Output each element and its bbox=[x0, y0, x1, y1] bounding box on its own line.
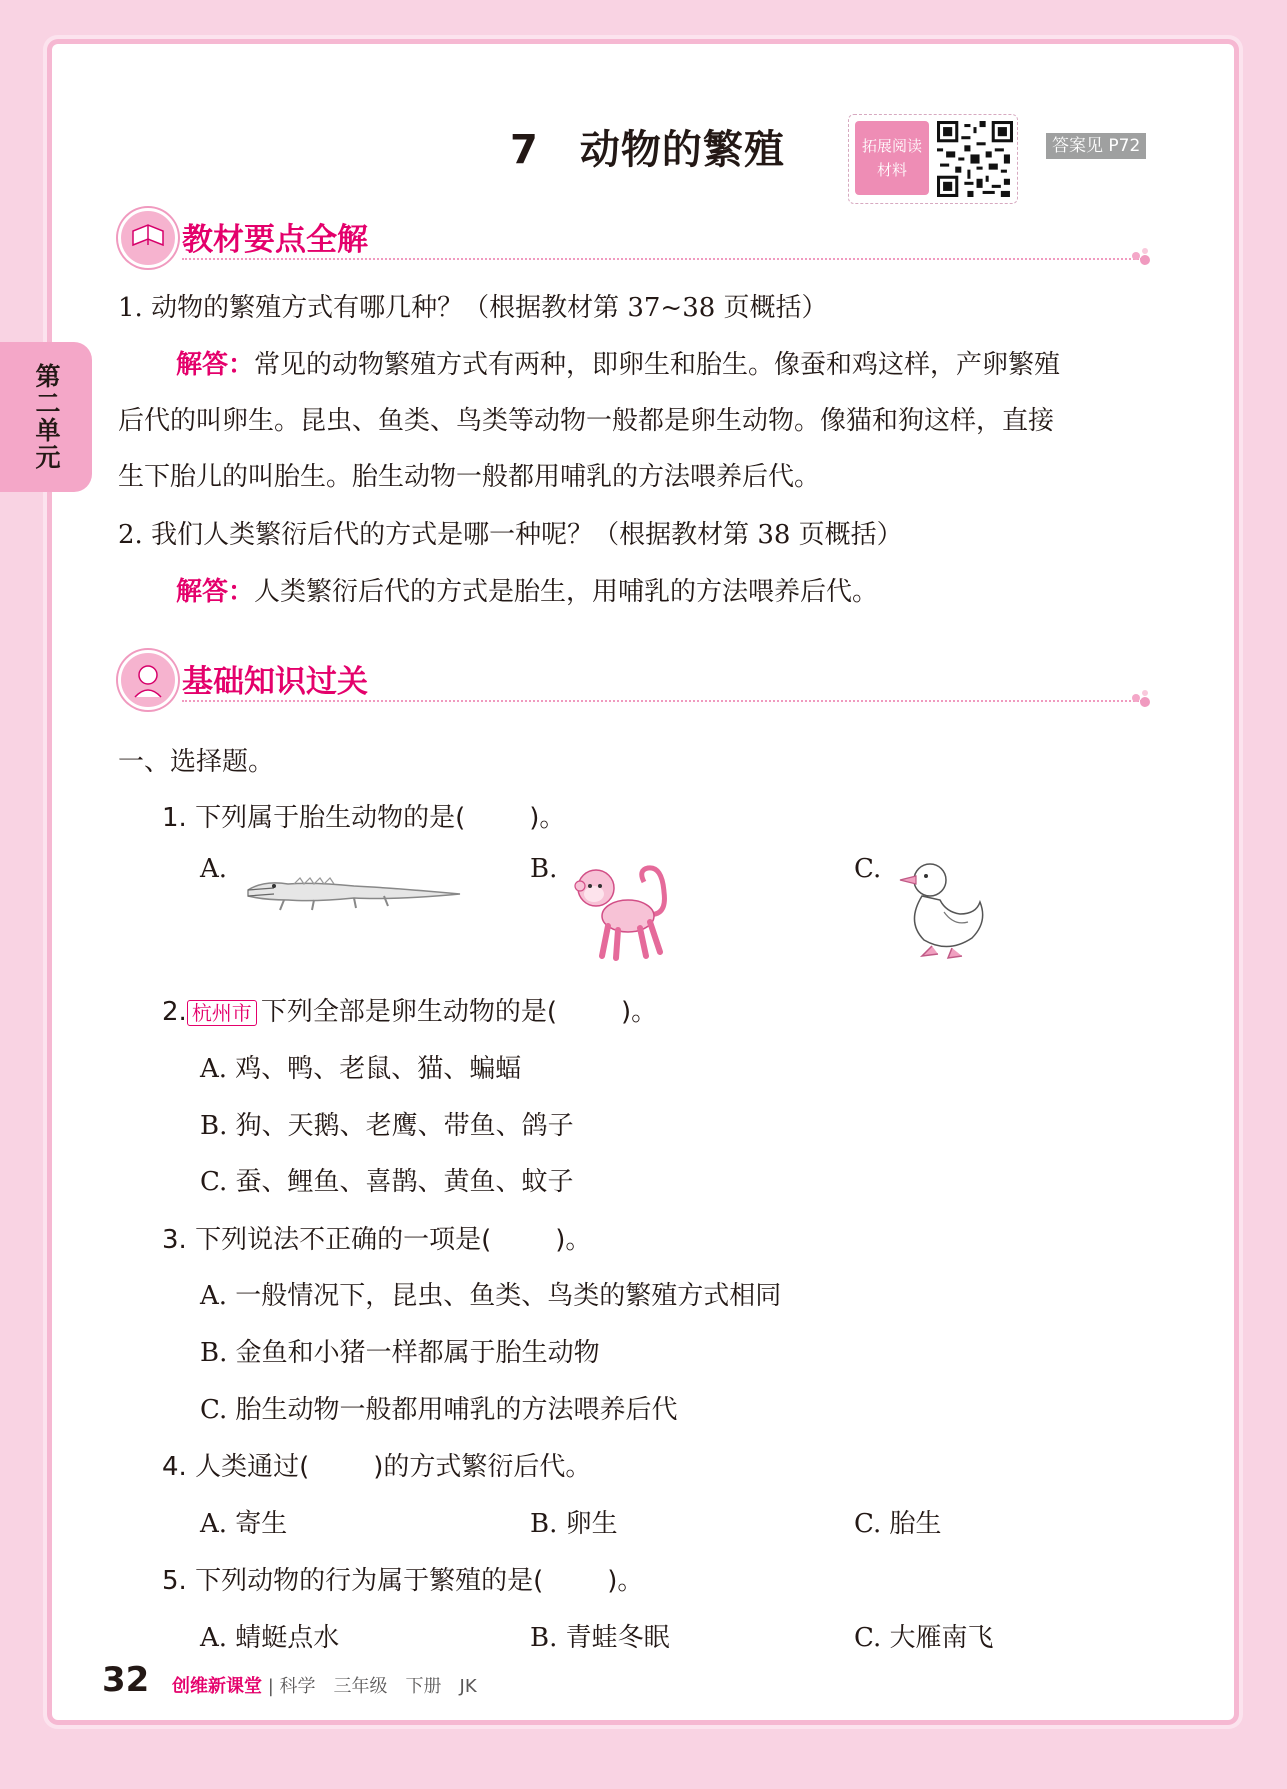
region-tag: 杭州市 bbox=[187, 1000, 257, 1026]
student-icon bbox=[118, 650, 178, 710]
extended-reading-line2: 材料 bbox=[876, 161, 907, 179]
mc-question-5 bbox=[162, 1560, 643, 1597]
answer-reference-badge: 答案见 P72 bbox=[1046, 133, 1146, 159]
mc3-option-c[interactable]: C. 胎生动物一般都用哺乳的方法喂养后代 bbox=[200, 1395, 678, 1425]
answer-label: 解答： bbox=[176, 350, 255, 380]
monkey-icon bbox=[568, 852, 680, 964]
extended-reading-label[interactable] bbox=[855, 121, 929, 195]
answer-2-text: 人类繁衍后代的方式是胎生，用哺乳的方法喂养后代。 bbox=[254, 577, 879, 607]
extended-reading-line1: 拓展阅读 bbox=[861, 137, 922, 155]
mc4-option-c[interactable]: C. 胎生 bbox=[854, 1509, 942, 1539]
mc-question-3-stem: 3. 下列说法不正确的一项是( bbox=[162, 1225, 492, 1255]
mc-question-2-stem: 下列全部是卵生动物的是( bbox=[260, 997, 557, 1027]
mc-question-1-end: )。 bbox=[529, 803, 566, 833]
section-divider bbox=[182, 700, 1142, 702]
answer-1-line-2: 后代的叫卵生。昆虫、鱼类、鸟类等动物一般都是卵生动物。像猫和狗这样，直接 bbox=[118, 406, 1055, 436]
page-number: 32 bbox=[102, 1660, 150, 1700]
mc-question-5-end: )。 bbox=[607, 1566, 644, 1596]
unit-tab-label: 第二单元 bbox=[32, 363, 61, 471]
crocodile-icon bbox=[244, 866, 464, 916]
mc2-option-c[interactable]: C. 蚕、鲤鱼、喜鹊、黄鱼、蚊子 bbox=[200, 1167, 574, 1197]
reading-book-icon bbox=[118, 208, 178, 268]
decorative-dots-icon bbox=[1130, 690, 1158, 710]
footer-info bbox=[172, 1672, 477, 1698]
mc-question-5-stem: 5. 下列动物的行为属于繁殖的是( bbox=[162, 1566, 544, 1596]
answer-1-line-1 bbox=[176, 344, 1060, 381]
mc5-option-a[interactable]: A. 蜻蜓点水 bbox=[200, 1623, 340, 1653]
mc2-option-b[interactable]: B. 狗、天鹅、老鹰、带鱼、鸽子 bbox=[200, 1111, 574, 1141]
question-1-text: 1. 动物的繁殖方式有哪几种？（根据教材第 37~38 页概括） bbox=[118, 293, 828, 323]
mc-question-4-end: )的方式繁衍后代。 bbox=[373, 1452, 592, 1482]
mc2-option-a[interactable]: A. 鸡、鸭、老鼠、猫、蝙蝠 bbox=[200, 1054, 522, 1084]
section-heading-basic-knowledge bbox=[118, 650, 1158, 706]
mc-question-4-stem: 4. 人类通过( bbox=[162, 1452, 310, 1482]
answer-label: 解答： bbox=[176, 577, 255, 607]
mc-question-3-end: )。 bbox=[555, 1225, 592, 1255]
mc3-option-b[interactable]: B. 金鱼和小猪一样都属于胎生动物 bbox=[200, 1338, 600, 1368]
page-title: 7 动物的繁殖 bbox=[510, 127, 785, 173]
unit-tab bbox=[0, 342, 92, 492]
mc-question-2 bbox=[162, 991, 657, 1028]
duck-icon bbox=[896, 852, 988, 962]
qr-code-icon[interactable] bbox=[937, 121, 1013, 197]
section-divider bbox=[182, 258, 1142, 260]
extended-reading-box[interactable] bbox=[848, 114, 1018, 204]
mc5-option-c[interactable]: C. 大雁南飞 bbox=[854, 1623, 994, 1653]
mc1-option-a-label[interactable]: A. bbox=[200, 854, 228, 884]
section-heading-textbook-points bbox=[118, 208, 1158, 264]
mc-question-4 bbox=[162, 1446, 591, 1483]
mc1-option-b-label[interactable]: B. bbox=[530, 854, 558, 884]
mc4-option-a[interactable]: A. 寄生 bbox=[200, 1509, 288, 1539]
answer-2-line bbox=[176, 571, 878, 608]
decorative-dots-icon bbox=[1130, 248, 1158, 268]
question-2-text: 2. 我们人类繁衍后代的方式是哪一种呢？（根据教材第 38 页概括） bbox=[118, 520, 903, 550]
mc4-option-b[interactable]: B. 卵生 bbox=[530, 1509, 618, 1539]
mc3-option-a[interactable]: A. 一般情况下，昆虫、鱼类、鸟类的繁殖方式相同 bbox=[200, 1281, 782, 1311]
answer-1-line-3: 生下胎儿的叫胎生。胎生动物一般都用哺乳的方法喂养后代。 bbox=[118, 462, 821, 492]
mc-question-1-stem: 1. 下列属于胎生动物的是( bbox=[162, 803, 466, 833]
brand-name: 创维新课堂 bbox=[172, 1676, 262, 1697]
part-title-multiple-choice: 一、选择题。 bbox=[118, 747, 275, 777]
mc-question-3 bbox=[162, 1219, 591, 1256]
section-title-textbook-points: 教材要点全解 bbox=[182, 222, 368, 258]
answer-1-text-1: 常见的动物繁殖方式有两种，即卵生和胎生。像蚕和鸡这样，产卵繁殖 bbox=[254, 350, 1061, 380]
section-title-basic-knowledge: 基础知识过关 bbox=[182, 664, 368, 700]
mc-question-1 bbox=[162, 797, 565, 834]
book-info: | 科学 三年级 下册 JK bbox=[267, 1676, 477, 1697]
mc-question-2-end: )。 bbox=[620, 997, 658, 1027]
mc5-option-b[interactable]: B. 青蛙冬眠 bbox=[530, 1623, 670, 1653]
mc1-option-c-label[interactable]: C. bbox=[854, 854, 882, 884]
mc-question-2-number: 2. bbox=[162, 997, 187, 1027]
